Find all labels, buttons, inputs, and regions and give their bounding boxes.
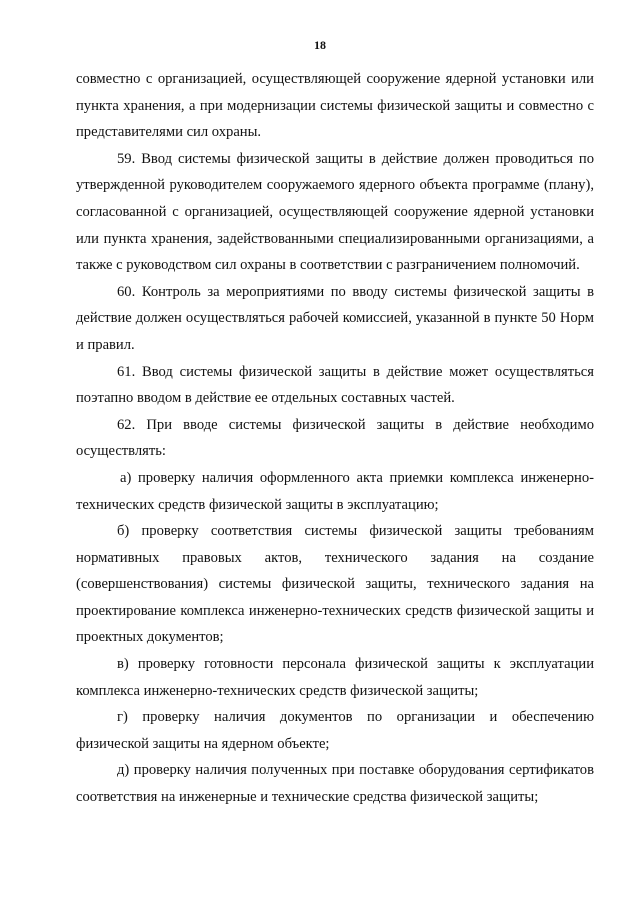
subitem-b: б) проверку соответствия системы физической защиты требованиям нормативных правовых актов, технического задания на создание (совершенствования) системы физической защиты, технического задания на проектирование комплекса инженерно-технических средств физической защиты и проектных документов; <box>76 523 594 646</box>
paragraph-62: 62. При вводе системы физической защиты в действие необходимо осуществлять: <box>76 416 594 460</box>
paragraph-continuation: совместно с организацией, осуществляющей сооружение ядерной установки или пункта хранения, а при модернизации системы физической защиты и совместно с представителями сил охраны. <box>76 71 594 141</box>
subitem-v: в) проверку готовности персонала физической защиты к эксплуатации комплекса инженерно-технических средств физической защиты; <box>76 656 594 699</box>
document-body <box>76 66 594 811</box>
subitem-g: г) проверку наличия документов по организации и обеспечению физической защиты на ядерном объекте; <box>76 709 594 752</box>
subitem-d: д) проверку наличия полученных при поставке оборудования сертификатов соответствия на инженерные и технические средства физической защиты; <box>76 762 594 806</box>
paragraph-59: 59. Ввод системы физической защиты в действие должен проводиться по утвержденной руководителем сооружаемого ядерного объекта программе (плану), согласованной с организацией, осуществляющей сооружение ядерной установки или пункта хранения, задействованными специализированными организациями, а также с руководством сил охраны в соответствии с разграничением полномочий. <box>76 150 594 274</box>
subitem-a: а) проверку наличия оформленного акта приемки комплекса инженерно-технических средств физической защиты в эксплуатацию; <box>76 469 594 513</box>
paragraph-61: 61. Ввод системы физической защиты в действие может осуществляться поэтапно вводом в действие ее отдельных составных частей. <box>76 363 594 407</box>
paragraph-60: 60. Контроль за мероприятиями по вводу системы физической защиты в действие должен осуществляться рабочей комиссией, указанной в пункте 50 Норм и правил. <box>76 283 594 353</box>
page-number: 18 <box>314 38 326 52</box>
